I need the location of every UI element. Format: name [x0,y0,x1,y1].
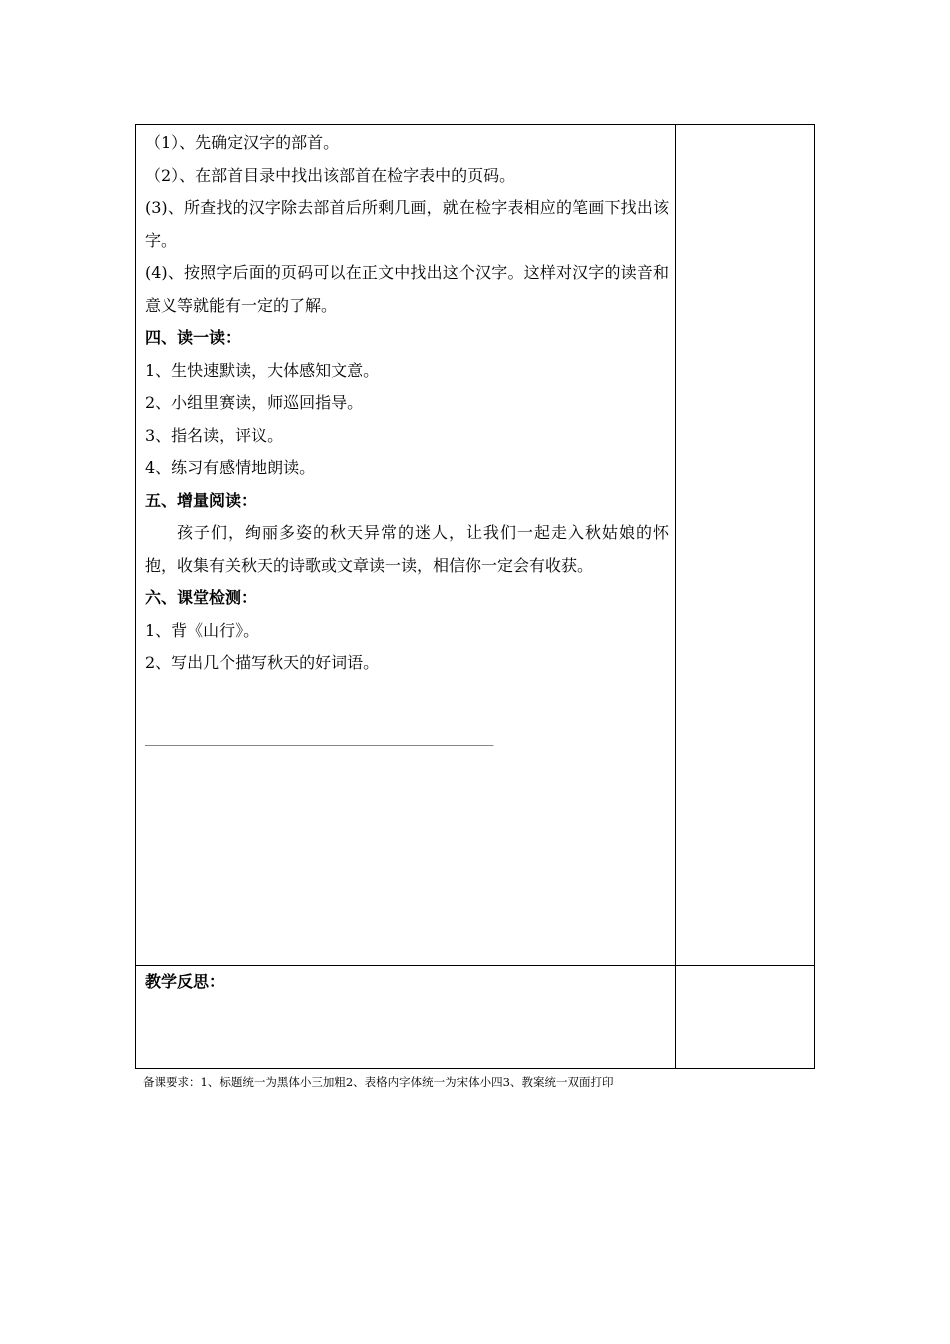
lesson-content-cell [136,125,676,965]
step-4-text: (4)、按照字后面的页码可以在正文中找出这个汉字。这样对汉字的读音和意义等就能有一定的了解。 [145,263,669,315]
section-5-heading: 五、增量阅读： [145,490,258,510]
section-4-item: 2、小组里赛读，师巡回指导。 [145,393,364,412]
reflection-cell [136,965,676,1068]
reflection-title: 教学反思： [145,972,226,991]
lesson-content [145,127,669,680]
section-6-heading: 六、课堂检测： [145,588,258,607]
section-6-item: 2、写出几个描写秋天的好词语。 [145,653,380,672]
section-4-heading: 四、读一读： [145,328,242,347]
step-1-text: （1）、先确定汉字的部首。 [145,133,340,152]
section-4-item: 3、指名读，评议。 [145,425,284,445]
notes-column-cell [676,125,814,965]
reflection-notes-cell [676,965,814,1068]
section-5-paragraph: 孩子们，绚丽多姿的秋天异常的迷人，让我们一起走入秋姑娘的怀抱，收集有关秋天的诗歌或文章读一读，相信你一定会有收获。 [145,523,669,575]
answer-blank-line: ___________________________________________________ [145,732,494,746]
section-4-item: 4、练习有感情地朗读。 [145,458,316,477]
lesson-plan-table [135,124,815,1069]
step-2-text: （2）、在部首目录中找出该部首在检字表中的页码。 [145,165,516,185]
lesson-requirements-footnote: 备课要求：1、标题统一为黑体小三加粗2、表格内字体统一为宋体小四3、教案统一双面打印 [143,1075,614,1089]
section-4-item: 1、生快速默读，大体感知文意。 [145,360,380,380]
section-6-item: 1、背《山行》。 [145,620,260,640]
step-3-text: (3)、所查找的汉字除去部首后所剩几画，就在检字表相应的笔画下找出该字。 [145,198,669,250]
